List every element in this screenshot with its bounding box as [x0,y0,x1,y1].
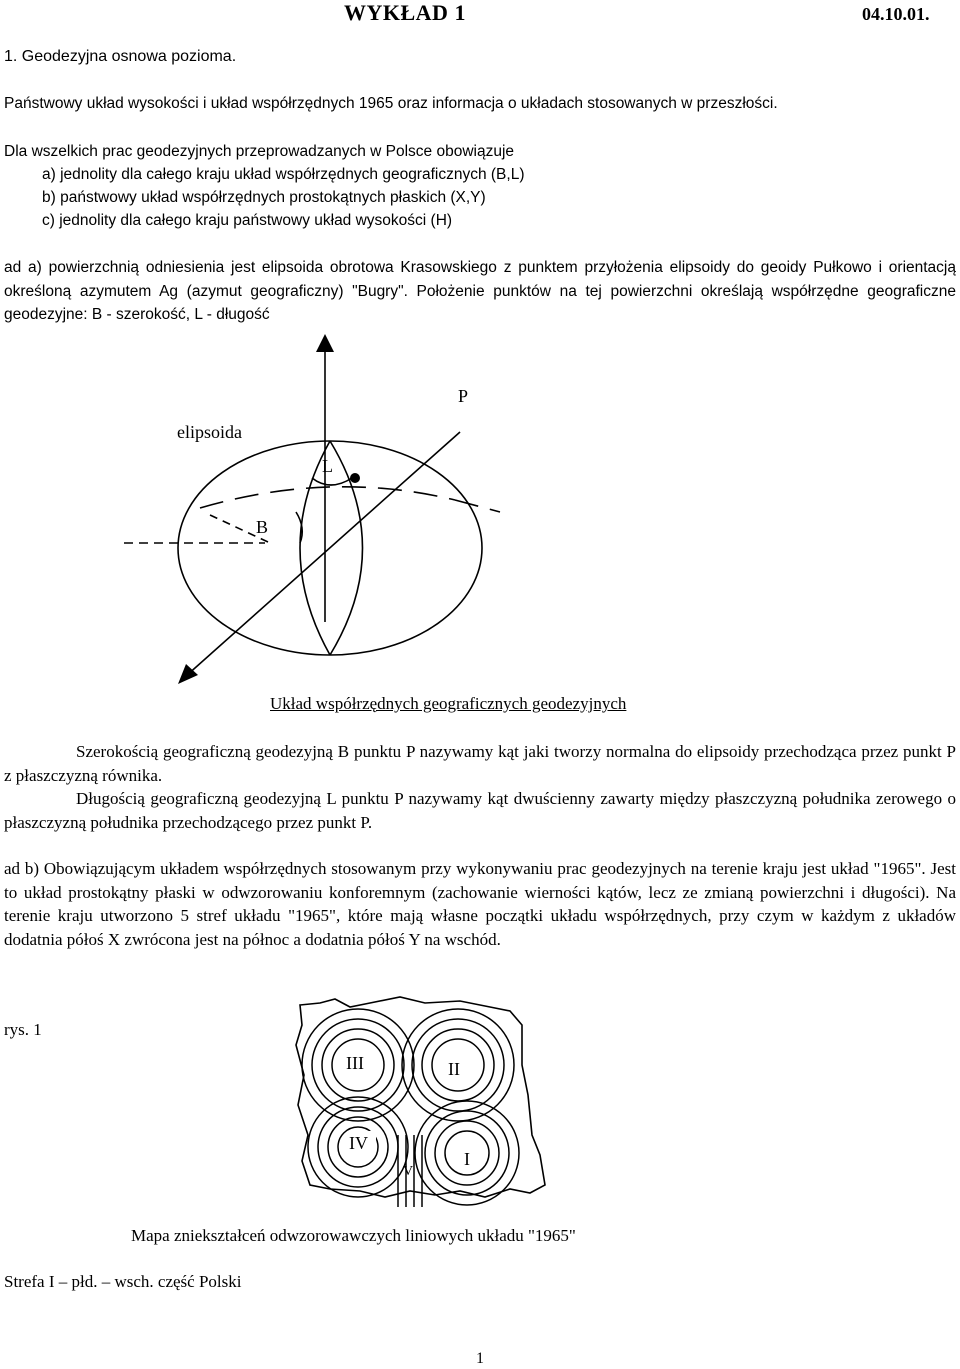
figure2-label: rys. 1 [4,1020,42,1039]
figure1-caption: Układ współrzędnych geograficznych geodezyjnych [270,694,627,713]
zone-label-III: III [346,1053,364,1073]
label-B: B [256,517,269,537]
zone-label-I: I [464,1149,470,1169]
list-item-c: c) jednolity dla całego kraju państwowy układ wysokości (H) [42,212,453,229]
definition-B: Szerokością geograficzną geodezyjną B punktu P nazywamy kąt jaki tworzy normalna do elipsoidy przechodząca przez punkt P z płaszczyzną równika. [4,742,956,785]
definition-L: Długością geograficzną geodezyjną L punktu P nazywamy kąt dwuścienny zawarty między płaszczyzną południka zerowego o płaszczyzną południka przechodzącego przez punkt P. [4,789,956,832]
zone-note: Strefa I – płd. – wsch. część Polski [4,1272,242,1291]
label-ellipsoid: elipsoida [177,422,242,442]
equator-dashed [200,487,455,508]
point-P [350,473,360,483]
page-number: 1 [476,1350,484,1367]
subtitle: Państwowy układ wysokości i układ współrzędnych 1965 oraz informacja o układach stosowanych w przeszłości. [4,95,778,112]
list-item-a: a) jednolity dla całego kraju układ współrzędnych geograficznych (B,L) [42,166,525,183]
zone-label-II: II [448,1059,460,1079]
label-L: L [322,456,333,476]
label-P: P [458,386,469,406]
meridian-right [330,441,363,655]
angle-L-arc [312,478,352,485]
intro-text: Dla wszelkich prac geodezyjnych przeprowadzanych w Polsce obowiązuje [4,143,515,160]
angle-B-arc [296,512,302,543]
arrow-up-icon [316,334,334,352]
paragraph-ad-b: ad b) Obowiązującym układem współrzędnych stosowanym przy wykonywaniu prac geodezyjnych na terenie kraju jest układ "1965". Jest to układ prostokątny płaski w odwzorowaniu konforemnym (zachowanie wierności kątów, lecz ze zmianą powierzchni i długości). Na terenie kraju utworzono 5 stref układu "1965", które mają własne początki układu współrzędnych, przy czym w każdym z układów dodatnia półoś X zwrócona jest na północ a dodatnia półoś Y na wschód. [4,859,956,949]
zone-label-V: V [403,1164,414,1179]
lecture-title: WYKŁAD 1 [344,0,466,25]
zone-label-IV: IV [349,1133,368,1153]
figure2-caption: Mapa zniekształceń odwzorowawczych liniowych układu "1965" [131,1226,576,1245]
section-heading: 1. Geodezyjna osnowa pozioma. [4,48,237,65]
lecture-date: 04.10.01. [862,4,930,24]
zones-map [260,985,560,1225]
paragraph-ad-a: ad a) powierzchnią odniesienia jest elipsoida obrotowa Krasowskiego z punktem przyłożenia elipsoidy do geoidy Pułkowo i orientacją określoną azymutem Ag (azymut geograficzny) "Bugry". Położenie punktów na tej powierzchni określają współrzędne geograficzne geodezyjne: B - szerokość, L - długość [4,259,956,323]
list-item-b: b) państwowy układ współrzędnych prostokątnych płaskich (X,Y) [42,189,486,206]
